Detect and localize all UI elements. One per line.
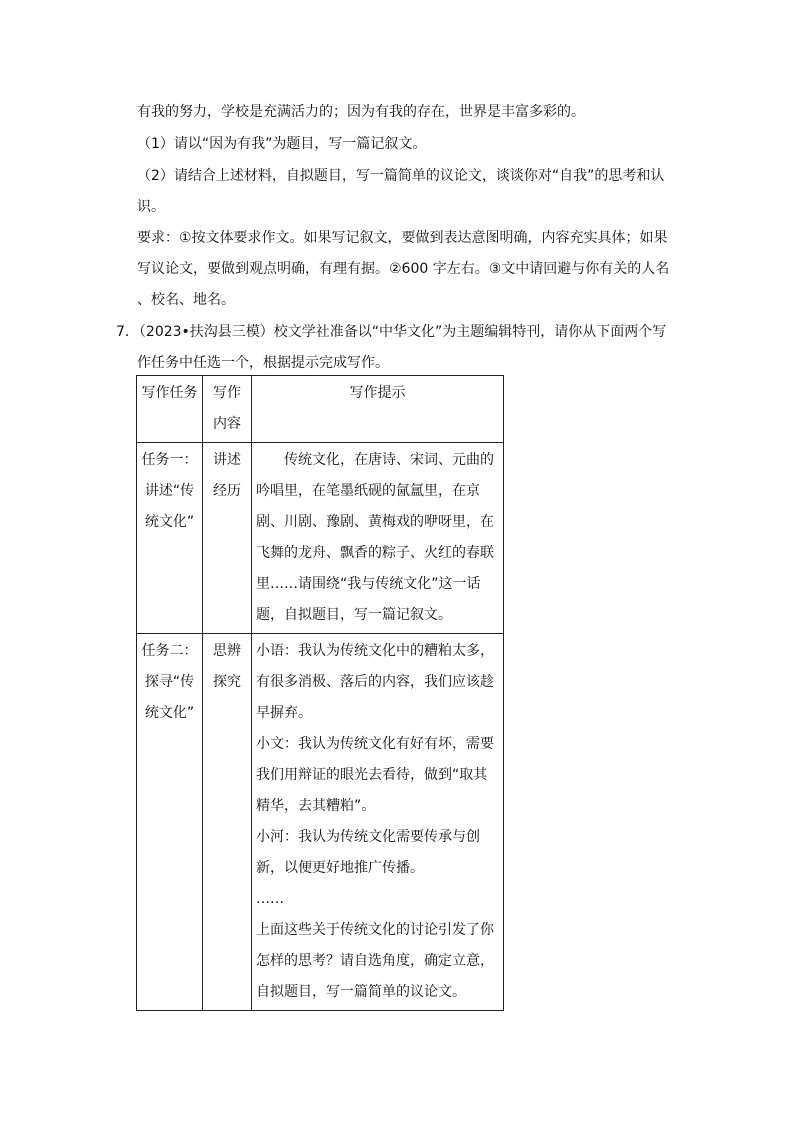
writing-task-table bbox=[136, 375, 504, 1011]
question-7-stem-cont: 作任务中任选一个，根据提示完成写作。 bbox=[137, 355, 389, 371]
task-1-tips bbox=[252, 443, 504, 634]
table-row bbox=[137, 634, 504, 1011]
header-content: 写作内容 bbox=[203, 376, 252, 443]
requirements-line: 、校名、地名。 bbox=[137, 292, 235, 308]
body-text-line: 有我的努力，学校是充满活力的；因为有我的存在，世界是丰富多彩的。 bbox=[137, 104, 585, 120]
prompt-option-2-cont: 识。 bbox=[137, 199, 165, 215]
question-7-stem: 7．（2023•扶沟县三模）校文学社准备以“中华文化”为主题编辑特刊，请你从下面两个写 bbox=[116, 324, 667, 340]
task-2-tip-xiaohe: 小河：我认为传统文化需要传承与创新，以便更好地推广传播。 bbox=[256, 829, 480, 876]
requirements-line: 要求：①按文体要求作文。如果写记叙文，要做到表达意图明确，内容充实具体；如果 bbox=[137, 230, 668, 246]
task-2-ellipsis: …… bbox=[256, 891, 284, 907]
task-2-tip-xiaowen: 小文：我认为传统文化有好有坏，需要我们用辩证的眼光去看待，做到“取其精华，去其糟粕”。 bbox=[256, 736, 494, 814]
task-1-content: 讲述经历 bbox=[203, 443, 252, 634]
requirements-line: 写议论文，要做到观点明确，有理有据。②600 字左右。③文中请回避与你有关的人名 bbox=[137, 261, 670, 277]
table-row bbox=[137, 443, 504, 634]
task-2-name: 任务二：探寻“传统文化” bbox=[137, 634, 203, 1011]
prompt-option-2: （2）请结合上述材料，自拟题目，写一篇简单的议论文，谈谈你对“自我”的思考和认 bbox=[137, 168, 665, 184]
task-2-content: 思辨探究 bbox=[203, 634, 252, 1011]
header-tips: 写作提示 bbox=[252, 376, 504, 443]
task-1-name: 任务一：讲述“传统文化” bbox=[137, 443, 203, 634]
header-task: 写作任务 bbox=[137, 376, 203, 443]
task-2-instruction: 上面这些关于传统文化的讨论引发了你怎样的思考？请自选角度，确定立意，自拟题目，写一篇简单的议论文。 bbox=[256, 922, 494, 1000]
table-header-row bbox=[137, 376, 504, 443]
task-2-tips bbox=[252, 634, 504, 1011]
task-2-tip-xiaoyu: 小语：我认为传统文化中的糟粕太多，有很多消极、落后的内容，我们应该趁早摒弃。 bbox=[256, 643, 494, 721]
task-1-tip-paragraph: 传统文化，在唐诗、宋词、元曲的吟唱里，在笔墨纸砚的氤氲里，在京剧、川剧、豫剧、黄梅戏的咿呀里，在飞舞的龙舟、飘香的粽子、火红的春联里……请围绕“我与传统文化”这一话题，自拟题目，写一篇记叙文。 bbox=[256, 452, 494, 623]
prompt-option-1: （1）请以“因为有我”为题目，写一篇记叙文。 bbox=[137, 136, 427, 152]
